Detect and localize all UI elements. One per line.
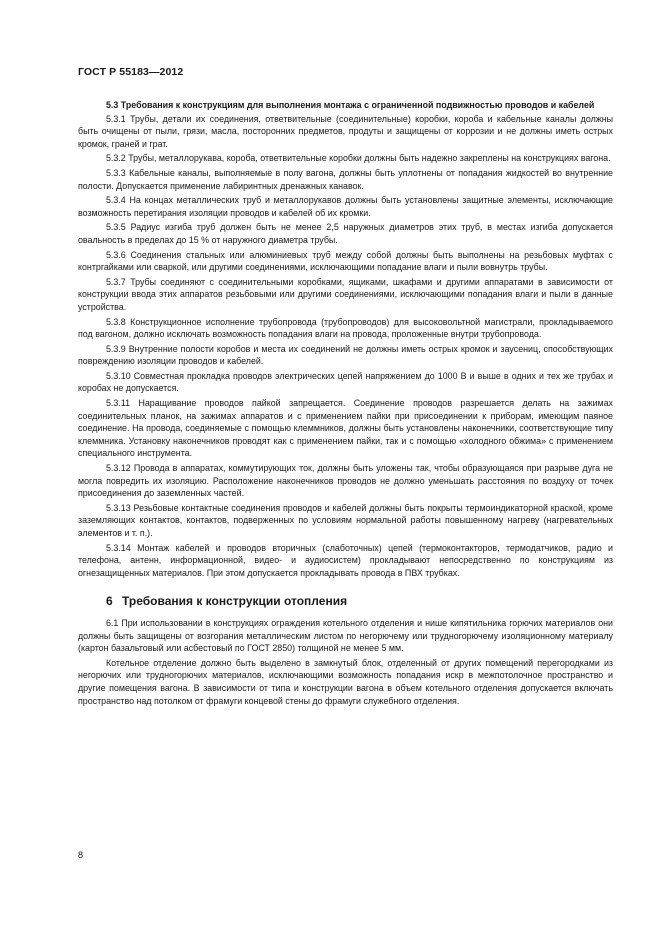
paragraph-5-3-6: 5.3.6 Соединения стальных или алюминиевых труб между собой должны быть выполнены на резьбовых муфтах с контргайками или сваркой, или другими соединениями, исключающими попадание влаги и пыли вовнутрь трубы. — [78, 249, 613, 273]
paragraph-6-1: 6.1 При использовании в конструкциях ограждения котельного отделения и нише кипятильника горючих материалов они должны быть защищены от возгорания металлическим листом по негорючему или трудногорючему изоляционному материалу (картон базальтовый или асбестовый по ГОСТ 2850) толщиной не менее 5 мм. — [78, 617, 613, 654]
paragraph-5-3-3: 5.3.3 Кабельные каналы, выполняемые в полу вагона, должны быть уплотнены от попадания жидкостей во внутренние полости. Допускается применение лабиринтных дренажных канавок. — [78, 167, 613, 191]
section-5-3-title: 5.3 Требования к конструкциям для выполнения монтажа с ограниченной подвижностью проводов и кабелей — [106, 100, 595, 110]
paragraph-5-3-2: 5.3.2 Трубы, металлорукава, короба, ответвительные коробки должны быть надежно закреплены на конструкциях вагона. — [106, 153, 611, 164]
page-number: 8 — [78, 850, 84, 860]
paragraph-5-3-5: 5.3.5 Радиус изгиба труб должен быть не менее 2,5 наружных диаметров этих труб, в местах изгиба допускается овальность в пределах до 15 % от наружного диаметра трубы. — [78, 222, 613, 245]
paragraph-5-3-7: 5.3.7 Трубы соединяют с соединительными коробками, ящиками, шкафами и другими аппаратами в зависимости от конструкции ввода этих аппаратов резьбовыми или другими соединениями, исключающими попадания влаги и пыли в данные устройства. — [78, 276, 613, 312]
paragraph-5-3-10: 5.3.10 Совместная прокладка проводов электрических цепей напряжением до 1000 В и выше в одних и тех же трубах и коробах не допускается. — [78, 370, 613, 394]
paragraph-5-3-1: 5.3.1 Трубы, детали их соединения, ответвительные (соединительные) коробки, короба и кабельные каналы должны быть очищены от пыли, грязи, масла, посторонних предметов, продуты и защищены от коррозии и не должны иметь острых кромок, граней и грат. — [78, 113, 613, 149]
paragraph-5-3-11: 5.3.11 Наращивание проводов пайкой запрещается. Соединение проводов разрешается делать на зажимах соединительных планок, на зажимах аппаратов и с применением пайки при присоединении к приборам, имеющим паяное соединение. На провода, соединяемые с помощью клеммников, должны быть установлены наконечники, соответствующие типу клеммника. Установку наконечников проводят как с применением пайки, так и с помощью «холодного обжима» с применением специального инструмента. — [78, 398, 613, 459]
paragraph-5-3-4: 5.3.4 На концах металлических труб и металлорукавов должны быть установлены защитные элементы, исключающие возможность перетирания изоляции проводов и кабелей об их кромки. — [78, 195, 613, 218]
paragraph-5-3-8: 5.3.8 Конструкционное исполнение трубопровода (трубопроводов) для высоковольтной магистрали, прокладываемого под вагоном, должно исключать возможность попадания влаги на провода, проложенные внутри трубопровода. — [78, 316, 613, 340]
paragraph-5-3-14: 5.3.14 Монтаж кабелей и проводов вторичных (слаботочных) цепей (термоконтакторов, термодатчиков, радио и телефона, антенн, информационной, видео- и аудиосистем) прокладывают непосредственно по конструкциям из огнезащищенных материалов. При этом допускается прокладывать провода в ПВХ трубках. — [78, 542, 613, 578]
paragraph-5-3-9: 5.3.9 Внутренние полости коробов и места их соединений не должны иметь острых кромок и заусениц, способствующих повреждению изоляции проводов и кабелей. — [78, 343, 613, 367]
section-6-number: 6 — [106, 594, 113, 609]
document-body — [78, 99, 613, 709]
document-header: ГОСТ Р 55183—2012 — [78, 66, 184, 78]
paragraph-5-3-13: 5.3.13 Резьбовые контактные соединения проводов и кабелей должны быть покрыты термоиндикаторной краской, кроме заземляющих контактов, контактов, подверженных по условиям нормальной работы повышенному нагреву (нагревательных элементов и т. п.). — [78, 502, 613, 538]
paragraph-5-3-12: 5.3.12 Провода в аппаратах, коммутирующих ток, должны быть уложены так, чтобы образующаяся при разрыве дуга не могла повредить их изоляцию. Расположение наконечников проводов не должно уменьшать расстояния по воздуху от точек присоединения до заземленных частей. — [78, 463, 613, 499]
paragraph-6-1-continued: Котельное отделение должно быть выделено в замкнутый блок, отделенный от других помещений перегородками из негорючих или трудногорючих материалов, исключающими возможность попадания искр в межпотолочное пространство и другие помещения вагона. В зависимости от типа и конструкции вагона в объем котельного отделения допускается включать пространство над потолком от фрамуги концевой стены до фрамуги служебного отделения. — [78, 657, 613, 706]
section-6-heading — [106, 595, 613, 608]
section-6-title: Требования к конструкции отопления — [122, 594, 348, 609]
